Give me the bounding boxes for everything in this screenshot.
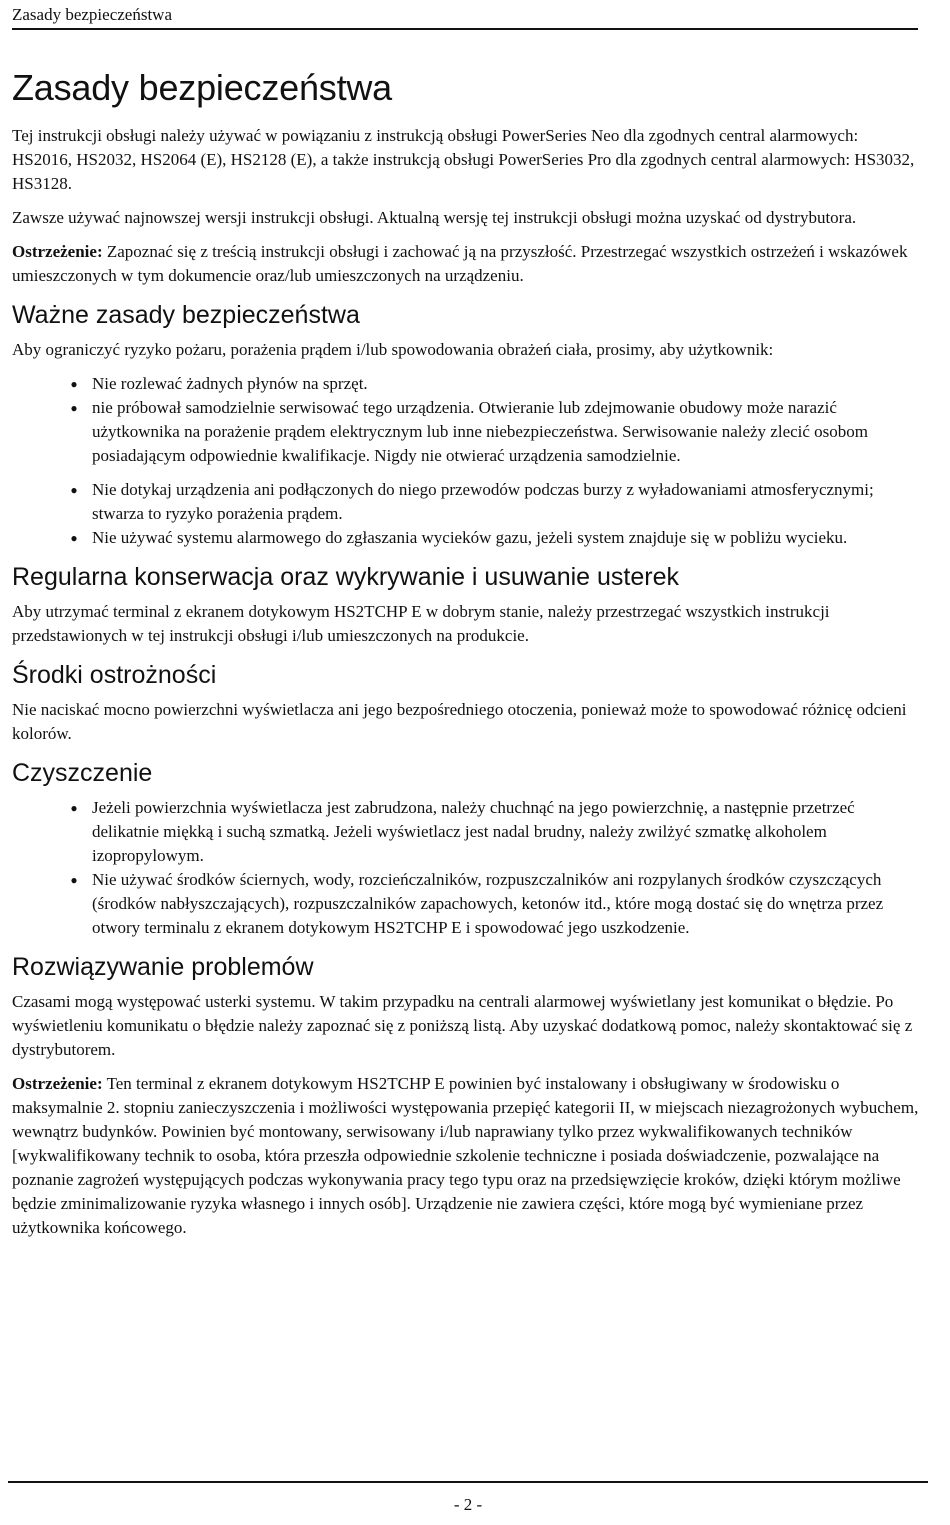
warning-text: Zapoznać się z treścią instrukcji obsługi i zachować ją na przyszłość. Przestrzegać wszystkich ostrzeżeń i wskazówek umieszczonych w tym dokumencie oraz/lub umieszczonych na urządzeniu. [12,242,908,285]
troubleshooting-warning [12,1072,922,1240]
warning-text: Ten terminal z ekranem dotykowym HS2TCHP E powinien być instalowany i obsługiwany w środowisku o maksymalnie 2. stopniu zanieczyszczenia i możliwości występowania przepięć kategorii II, w miejscach niezagrożonych wybuchem, wewnątrz budynków. Powinien być montowany, serwisowany i/lub naprawiany tylko przez wykwalifikowanych techników [wykwalifikowany technik to osoba, która przeszła odpowiednie szkolenie techniczne i posiada doświadczenie, pozwalające na poznanie zagrożeń występujących podczas wykonywania pracy tego typu oraz na przedsięwzięcie kroków, dzięki którym możliwe będzie zminimalizowanie ryzyka własnego i innych osób]. Urządzenie nie zawiera części, które mogą być wymieniane przez użytkownika końcowego. [12,1074,919,1237]
warning-label: Ostrzeżenie: [12,242,103,261]
list-item: ● Nie dotykaj urządzenia ani podłączonych do niego przewodów podczas burzy z wyładowaniami atmosferycznymi; stwarza to ryzyko porażenia prądem. [12,478,922,526]
section-heading-maintenance: Regularna konserwacja oraz wykrywanie i usuwanie usterek [12,563,679,591]
section-heading-important: Ważne zasady bezpieczeństwa [12,301,360,329]
intro-paragraph-2: Zawsze używać najnowszej wersji instrukcji obsługi. Aktualną wersję tej instrukcji obsługi można uzyskać od dystrybutora. [12,208,857,227]
intro-warning [12,240,922,288]
cleaning-list [12,796,922,940]
footer-rule [8,1481,928,1483]
important-lead: Aby ograniczyć ryzyko pożaru, porażenia prądem i/lub spowodowania obrażeń ciała, prosimy, aby użytkownik: [12,340,774,359]
page-number: - 2 - [453,1495,483,1514]
precautions-paragraph: Nie naciskać mocno powierzchni wyświetlacza ani jego bezpośredniego otoczenia, ponieważ może to spowodować różnicę odcieni kolorów. [12,700,907,743]
maintenance-paragraph: Aby utrzymać terminal z ekranem dotykowym HS2TCHP E w dobrym stanie, należy przestrzegać wszystkich instrukcji przedstawionych w tej instrukcji obsługi i/lub umieszczonych na produkcie. [12,602,830,645]
page-title: Zasady bezpieczeństwa [12,67,393,108]
section-heading-troubleshooting: Rozwiązywanie problemów [12,953,314,981]
list-item: ● Nie rozlewać żadnych płynów na sprzęt. [12,372,922,396]
troubleshooting-paragraph: Czasami mogą występować usterki systemu. W takim przypadku na centrali alarmowej wyświetlany jest komunikat o błędzie. Po wyświetleniu komunikatu o błędzie należy zapoznać się z poniższą listą. Aby uzyskać dodatkową pomoc, należy skontaktować się z dystrybutorem. [12,992,913,1059]
section-heading-precautions: Środki ostrożności [12,661,217,689]
page-content [12,66,922,1250]
bullet-icon: ● [70,531,78,545]
warning-label: Ostrzeżenie: [12,1074,103,1093]
list-item: ● Jeżeli powierzchnia wyświetlacza jest zabrudzona, należy chuchnąć na jego powierzchnię, a następnie przetrzeć delikatnie miękką i suchą szmatką. Jeżeli wyświetlacz jest nadal brudny, należy zwilżyć szmatkę alkoholem izopropylowym. [12,796,922,868]
running-header: Zasady bezpieczeństwa [12,4,918,30]
bullet-icon: ● [70,377,78,391]
list-item: ● Nie używać środków ściernych, wody, rozcieńczalników, rozpuszczalników ani rozpylanych środków czyszczących (środków nabłyszczających), rozpuszczalników zapachowych, ketonów itd., które mogą dostać się do wnętrza przez otwory terminalu z ekranem dotykowym HS2TCHP E i spowodować jego uszkodzenie. [12,868,922,940]
intro-paragraph-1: Tej instrukcji obsługi należy używać w powiązaniu z instrukcją obsługi PowerSeries Neo dla zgodnych central alarmowych: HS2016, HS2032, HS2064 (E), HS2128 (E), a także instrukcją obsługi PowerSeries Pro dla zgodnych central alarmowych: HS3032, HS3128. [12,126,915,193]
list-item: ● nie próbował samodzielnie serwisować tego urządzenia. Otwieranie lub zdejmowanie obudowy może narazić użytkownika na porażenie prądem elektrycznym lub inne niebezpieczeństwa. Serwisowanie należy zlecić osobom posiadającym odpowiednie kwalifikacje. Nigdy nie otwierać urządzenia samodzielnie. [12,396,922,468]
bullet-icon: ● [70,483,78,497]
important-list [12,372,922,550]
section-heading-cleaning: Czyszczenie [12,759,153,787]
bullet-icon: ● [70,801,78,815]
list-item: ● Nie używać systemu alarmowego do zgłaszania wycieków gazu, jeżeli system znajduje się w pobliżu wycieku. [12,526,922,550]
bullet-icon: ● [70,873,78,887]
bullet-icon: ● [70,401,78,415]
